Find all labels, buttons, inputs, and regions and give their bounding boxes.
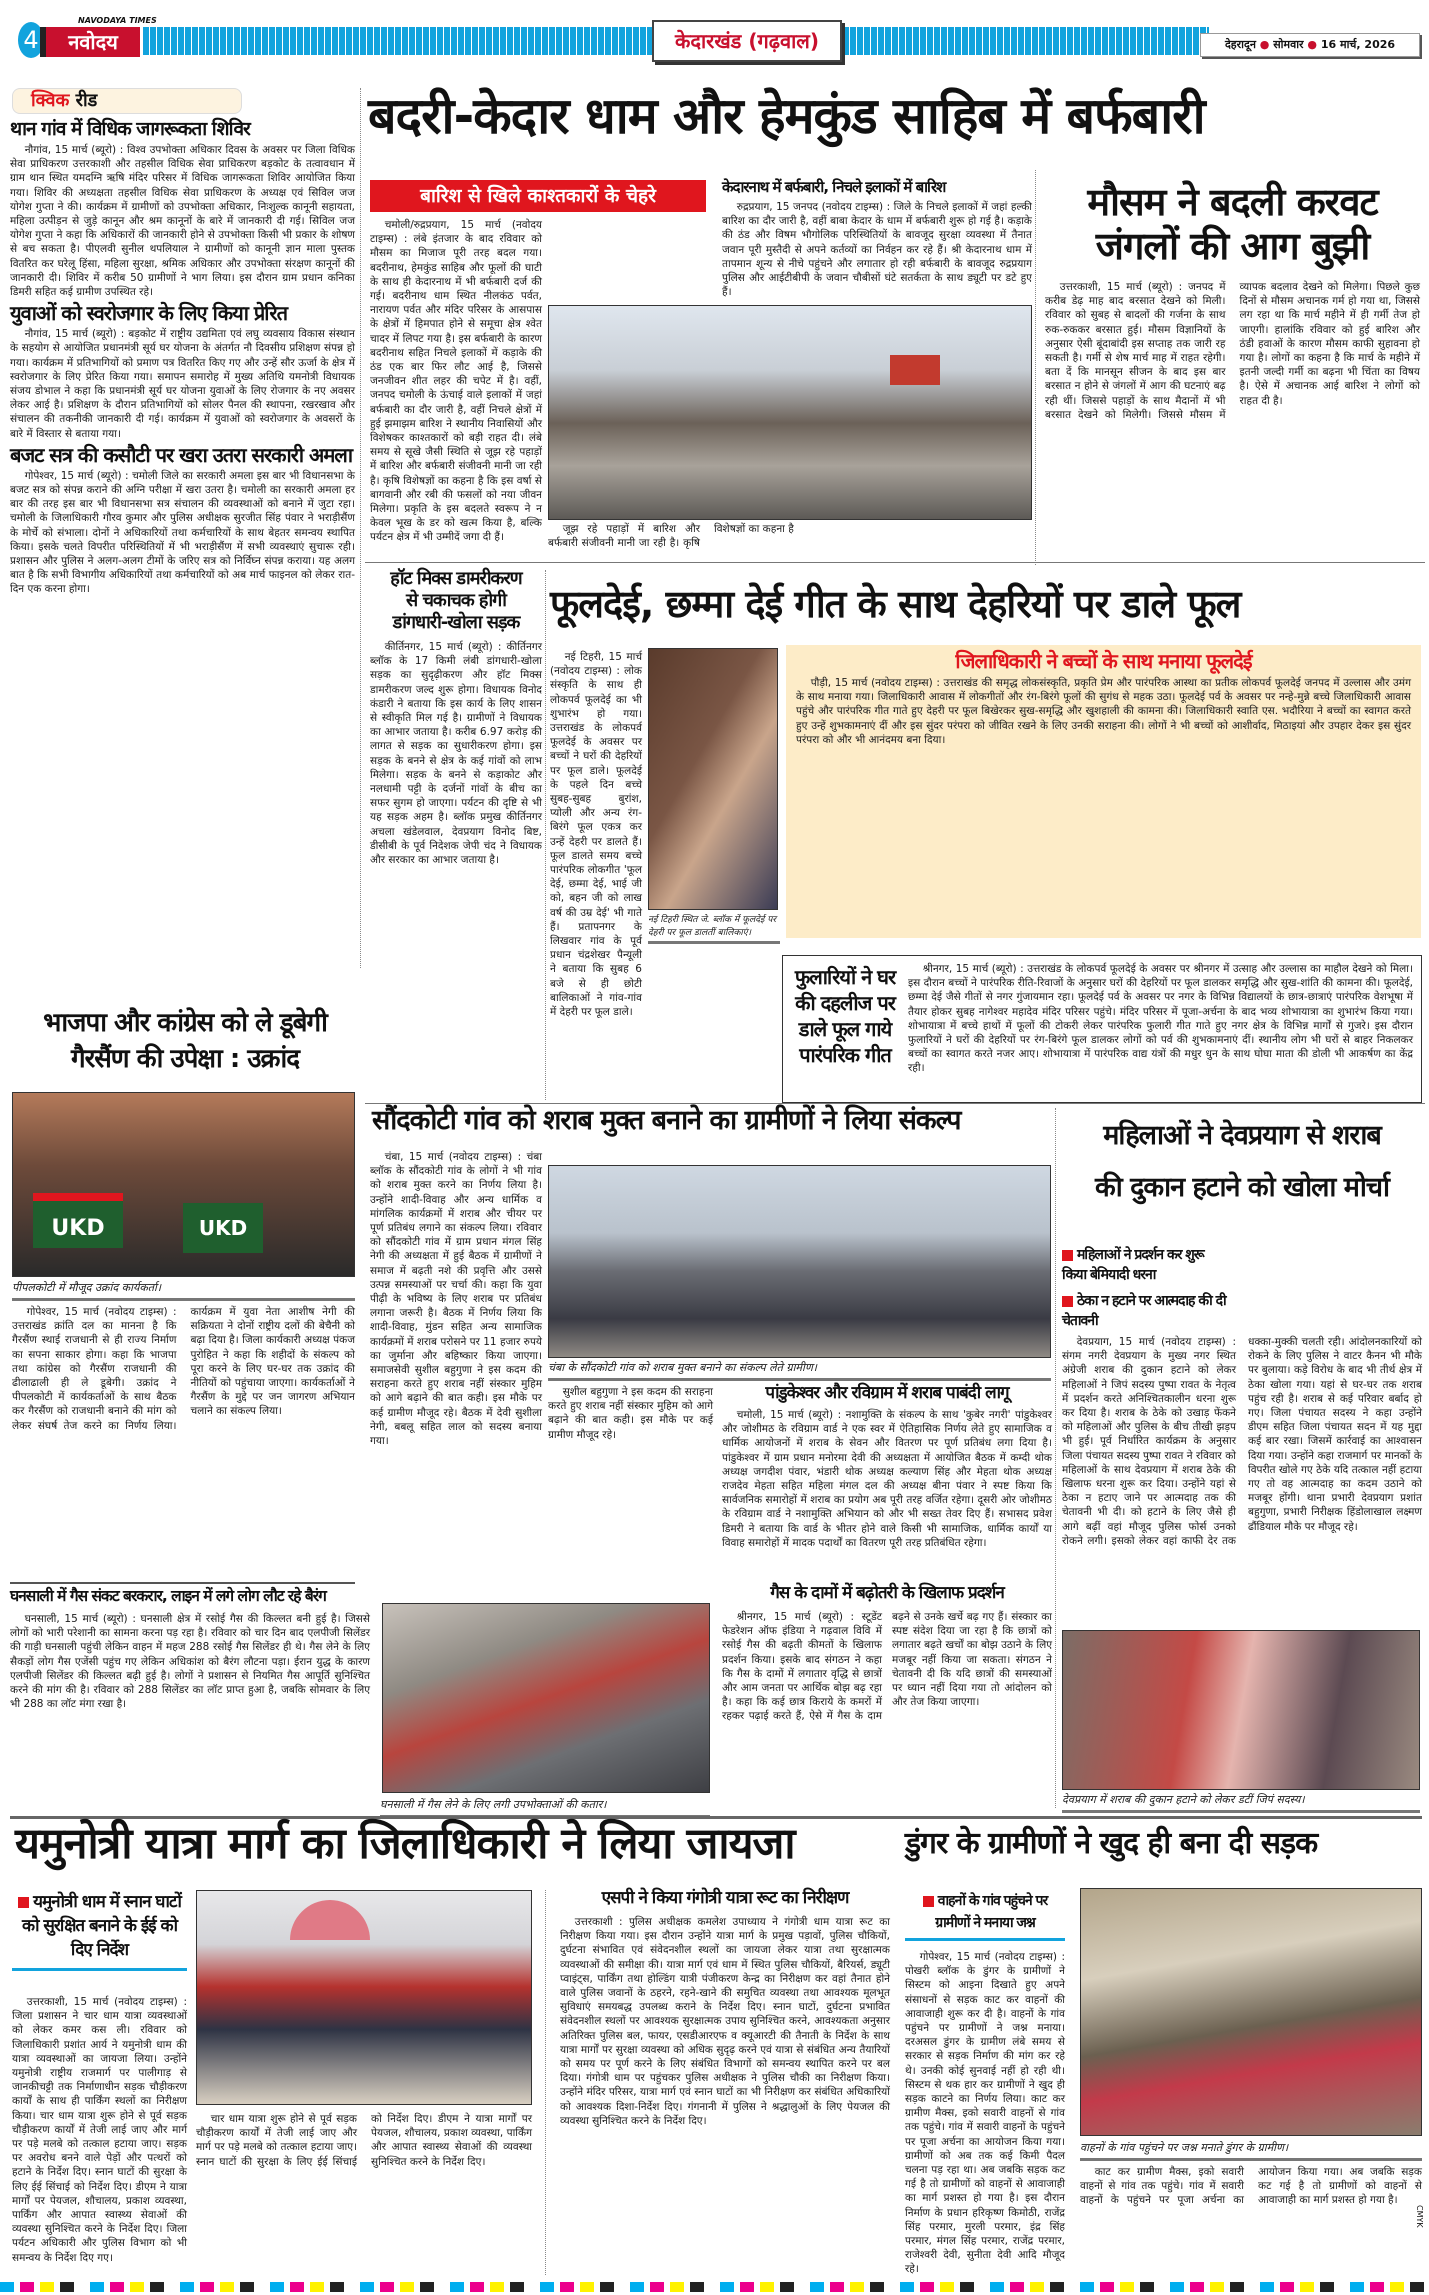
road-title-line: हॉट मिक्स डामरीकरण <box>390 568 522 589</box>
red-roof-building <box>890 355 940 385</box>
ukd-workers-photo <box>12 1092 355 1277</box>
quick-read-red: क्विक <box>31 90 70 111</box>
weather-title-line: जंगलों की आग बुझी <box>1095 224 1370 268</box>
page-number: 4 <box>18 22 44 58</box>
dungar-villagers-photo <box>1080 1888 1422 2136</box>
quick-read-body: गोपेश्वर, 15 मार्च (ब्यूरो) : चमोली जिले का सरकारी अमला इस बार भी विधानसभा के बजट सत्र को संपन्न कराने की अग्नि परीक्षा में खरा उतरा है। चमोली का सरकारी अमला हर बार की तरह इस बार भी विधानसभा सत्र संचालन की व्यवस्थाओं को बनाने में जुटा रहा। चमोली के जिलाधिकारी गौरव कुमार और पुलिस अधीक्षक सुरजीत सिंह पंवार ने भराड़ीसैंण के मोर्चे को संभाला। दोनों ने अधिकारियों तथा कर्मचारियों के साथ बेहतर समन्वय स्थापित किया। इसके चलते विपरीत परिस्थितियों में भी भराड़ीसैंण में सभी व्यवस्थाएं सुचारू रही। प्रशासन और पुलिस ने अलग-अलग टीमों के जरिए सत्र को निर्विघ्न संपन्न कराया। यह अलग बात है कि सभी विभागीय अधिकारियों तथा कर्मचारियों को अब मार्च फाइनल को लेकर रात-दिन एक करना होगा। <box>10 469 355 596</box>
divider <box>10 1582 355 1584</box>
devprayag-bullets <box>1062 1245 1227 1331</box>
devprayag-caption: देवप्रयाग में शराब की दुकान हटाने को लेकर डटीं जिपं सदस्य। <box>1062 1792 1420 1813</box>
ukd-headline-line: भाजपा और कांग्रेस को ले डूबेगी <box>43 1008 327 1038</box>
bullet-point: ठेका न हटाने पर आत्मदाह की दी चेतावनी <box>1062 1293 1226 1329</box>
farmers-body-continued: जूझ रहे पहाड़ों में बारिश और बर्फबारी संजीवनी मानी जा रही है। कृषि विशेषज्ञों का कहना है <box>548 523 794 550</box>
saudkoti-body-continued: सुशील बहुगुणा ने इस कदम की सराहना करते हुए शराब नहीं संस्कार मुहिम को आगे बढ़ाने की बात कही। इस मौके पर कई ग्रामीण मौजूद रहे। <box>548 1386 713 1441</box>
yamunotri-headline: यमुनोत्री यात्रा मार्ग का जिलाधिकारी ने लिया जायजा <box>15 1819 795 1869</box>
quick-read-title: युवाओं को स्वरोजगार के लिए किया प्रेरित <box>10 301 287 326</box>
divider <box>360 88 361 968</box>
quick-read-title: थान गांव में विधिक जागरूकता शिविर <box>10 118 250 140</box>
devprayag-headline-line: की दुकान हटाने को खोला मोर्चा <box>1094 1172 1390 1203</box>
devprayag-headline-line: महिलाओं ने देवप्रयाग से शराब <box>1103 1120 1381 1151</box>
dateline: देहरादून ● सोमवार ● 16 मार्च, 2026 <box>1200 33 1420 57</box>
divider <box>1055 1108 1056 1808</box>
dateline-city: देहरादून <box>1224 38 1256 51</box>
paper-name-en: NAVODAYA TIMES <box>78 16 157 25</box>
saudkoti-headline: सौंदकोटी गांव को शराब मुक्त बनाने का ग्रामीणों ने लिया संकल्प <box>372 1105 961 1136</box>
gas-price-title: गैस के दामों में बढ़ोतरी के खिलाफ प्रदर्शन <box>770 1583 1004 1603</box>
devprayag-body: देवप्रयाग, 15 मार्च (नवोदय टाइम्स) : संगम नगरी देवप्रयाग के मुख्य नगर स्थित अंग्रेजी शराब की दुकान हटाने को लेकर महिलाओं ने जिपं सदस्य पुष्पा रावत के नेतृत्व में प्रदर्शन करते अनिश्चितकालीन धरना शुरू कर दिया है। शराब के ठेके को उखाड़ फेंकने को महिलाओं और पुलिस के बीच तीखी झड़प भी हुई। पूर्व निर्धारित कार्यक्रम के अनुसार जिला पंचायत सदस्य पुष्पा रावत ने रविवार को महिलाओं के साथ देवप्रयाग में शराब ठेके की खिलाफ धरना शुरू कर दिया। उन्होंने यहां से ठेका न हटाए जाने पर आत्मदाह तक की चेतावनी भी दी। को हटाने के लिए जैसे ही आगे बढ़ीं वहां मौजूद पुलिस फोर्स उनको रोकने लगी। इसको लेकर वहां काफी देर तक धक्का-मुक्की चलती रही। आंदोलनकारियों को रोकने के लिए पुलिस ने वाटर कैनन भी मौके पर बुलाया। कड़े विरोध के बाद भी तीर्थ क्षेत्र में ठेका खोला गया। यहां से घर-घर तक शराब पहुंच रही है। शराब से कई परिवार बर्बाद हो गए। जिला पंचायत सदस्य ने कहा उन्होंने डीएम सहित जिला पंचायत सदन में यह मुद्दा कई बार रखा। जिसमें कार्रवाई का आश्वासन दिया गया। उन्होंने कहा राजमार्ग पर मानकों के विपरीत खोले गए ठेके यदि तत्काल नहीं हटाया गए तो वह आत्मदाह का कदम उठाने को मजबूर होंगी। थाना प्रभारी देवप्रयाग प्रशांत बहुगुणा, प्रभारी निरीक्षक हिंडोलाखाल लक्ष्मण ढौंडियाल मौके पर मौजूद रहे। <box>1062 1336 1422 1547</box>
ukd-banner: UKD <box>183 1203 263 1253</box>
divider <box>365 562 1425 563</box>
divider <box>545 570 546 1100</box>
dungar-body: गोपेश्वर, 15 मार्च (नवोदय टाइम्स) : पोखरी ब्लॉक के डुंगर के ग्रामीणों ने सिस्टम को आइना दिखाते हुए अपने संसाधनों से सड़क काट कर वाहनों की आवाजाही शुरू कर दी है। वाहनों के गांव पहुंचने पर ग्रामीणों ने जश्न मनाया। दरअसल डुंगर के ग्रामीण लंबे समय से सरकार से सड़क निर्माण की मांग कर रहे थे। उनकी कोई सुनवाई नहीं हो रही थी। सिस्टम से थक हार कर ग्रामीणों ने खुद ही सड़क काटने का निर्णय लिया। काट कर ग्रामीण मैक्स, इको सवारी वाहनों से गांव तक पहुंचे। गांव में सवारी वाहनों के पहुंचने पर पूजा अर्चना का आयोजन किया गया। ग्रामीणों को अब तक कई किमी पैदल चलना पड़ रहा था। अब जबकि सड़क कट गई है तो ग्रामीणों को वाहनों से आवाजाही का मार्ग प्रशस्त हो गया है। इस दौरान निर्माण के प्रधान हरिकृष्ण किमोठी, राजेंद्र सिंह परमार, मुरली परमार, इंद्र सिंह परमार, मंगल सिंह परमार, राजेंद्र परमार, राजेश्वरी देवी, सुनीता देवी आदि मौजूद रहे। <box>905 1951 1065 2276</box>
srinagar-title: फुलारियों ने घर की दहलीज पर डाले फूल गाये पारंपरिक गीत <box>794 965 896 1067</box>
saudkoti-body: चंबा, 15 मार्च (नवोदय टाइम्स) : चंबा ब्लॉक के सौंदकोटी गांव के लोगों ने भी गांव को शराब मुक्त करने का निर्णय लिया है। उन्होंने शादी-विवाह और अन्य धार्मिक व मांगलिक कार्यक्रमों में शराब और चीयर पर पूर्ण प्रतिबंध लगाने का संकल्प लिया। रविवार को सौंदकोटी गांव में ग्राम प्रधान मंगल सिंह नेगी की अध्यक्षता में हुई बैठक में ग्रामीणों ने समाज में बढ़ती नशे की प्रवृत्ति और उससे उत्पन्न समस्याओं पर चर्चा की। कहा कि युवा पीढ़ी के भविष्य के लिए शराब पर प्रतिबंध लगाना जरूरी है। बैठक में निर्णय लिया कि शादी-विवाह, मुंडन सहित अन्य सामाजिक कार्यक्रमों में शराब परोसने पर 11 हजार रुपये का जुर्माना और बहिष्कार किया जाएगा। समाजसेवी सुशील बहुगुणा ने इस कदम की सराहना करते हुए शराब नहीं संस्कार मुहिम को आगे बढ़ाने की बात कही। इस मौके पर कई ग्रामीण मौजूद रहे। बैठक में देवी सुशीला नेगी, बबलू सहित लाल को सदस्य बनाया गया। <box>370 1151 542 1448</box>
farmers-title: बारिश से खिले काश्तकारों के चेहरे <box>370 180 706 212</box>
kedarnath-body: रुद्रप्रयाग, 15 जनपद (नवोदय टाइम्स) : जिले के निचले इलाकों में जहां हल्की बारिश का दौर जारी है, वहीं बाबा केदार के धाम में बर्फबारी शुरू हो गई है। कड़ाके की ठंड और विषम भौगोलिक परिस्थितियों के बावजूद सुरक्षा व्यवस्था में तैनात जवान पूरी मुस्तैदी से अपने कर्तव्यों का निर्वहन कर रहे हैं। श्री केदारनाथ धाम में तापमान शून्य से नीचे पहुंचने और लगातार हो रही बर्फबारी के बावजूद रुद्रप्रयाग पुलिस और आईटीबीपी के जवान चौबीसों घंटे सतर्कता के साथ ड्यूटी पर डटे हुए हैं। <box>722 201 1032 299</box>
dungar-body-continued: काट कर ग्रामीण मैक्स, इको सवारी वाहनों से गांव तक पहुंचे। गांव में सवारी वाहनों के पहुंचने पर पूजा अर्चना का आयोजन किया गया। अब जबकि सड़क कट गई है तो ग्रामीणों को वाहनों से आवाजाही का मार्ग प्रशस्त हो गया है। <box>1080 2166 1422 2207</box>
ukd-headline <box>10 1005 360 1077</box>
collector-box <box>786 645 1421 938</box>
ghansali-caption: घनसाली में गैस लेने के लिए लगी उपभोक्ताओं की कतार। <box>380 1797 710 1818</box>
ukd-caption: पीपलकोटी में मौजूद उक्रांद कार्यकर्ता। <box>12 1280 355 1301</box>
divider <box>545 1890 546 2275</box>
phooldei-body: नई टिहरी, 15 मार्च (नवोदय टाइम्स) : लोक संस्कृति के साथ ही लोकपर्व फूलदेई का भी शुभारंभ हो गया। उत्तराखंड के लोकपर्व फूलदेई के अवसर पर बच्चों ने घरों की देहरियों पर फूल डाले। फूलदेई के पहले दिन बच्चे सुबह-सुबह बुरांश, प्योली और अन्य रंग-बिरंगे फूल एकत्र कर उन्हें देहरी पर डालते हैं। फूल डालते समय बच्चे पारंपरिक लोकगीत 'फूल देई, छम्मा देई, भाई जी को, बहन जी को लाख वर्ष की उम्र देई' भी गाते हैं। प्रतापनगर के लिखवार गांव के पूर्व प्रधान चंद्रशेखर पैन्यूली ने बताया कि सुबह 6 बजे से ही छोटी बालिकाओं ने गांव-गांव में देहरी पर फूल डाले। <box>550 651 642 1019</box>
devprayag-headline <box>1062 1110 1422 1214</box>
ukd-banner: UKD <box>33 1193 123 1248</box>
sp-title: एसपी ने किया गंगोत्री यात्रा रूट का निरीक्षण <box>601 1888 849 1908</box>
sp-body: उत्तरकाशी : पुलिस अधीक्षक कमलेश उपाध्याय ने गंगोत्री धाम यात्रा रूट का निरीक्षण किया गया। इस दौरान उन्होंने यात्रा मार्ग के प्रमुख पड़ावों, पुलिस चौकियों, दुर्घटना संभावित एवं संवेदनशील स्थलों का जायजा लेकर यात्रा तथा सुरक्षात्मक व्यवस्थाओं की समीक्षा की। यात्रा मार्ग एवं धाम में स्थित पुलिस चौकियों, बैरियर्स, ड्यूटी प्वाइंट्स, पार्किंग तथा होल्डिंग यात्री पंजीकरण केन्द्र का निरीक्षण कर वहां तैनात होने वाले पुलिस जवानों के ठहरने, रहने-खाने की समुचित व्यवस्था तथा आवश्यक मूलभूत सुविधाएं समयबद्ध उपलब्ध कराने के निर्देश दिए। स्नान घाटों, दुर्घटना प्रभावित संवेदनशील स्थलों पर आवश्यक सुरक्षात्मक उपाय सुनिश्चित करने, आवश्यकता अनुसार अतिरिक्त पुलिस बल, फायर, एसडीआरएफ व क्यूआरटी की तैनाती के निर्देश के साथ यात्रा मार्गों पर सुरक्षा व्यवस्था को अधिक सुदृढ़ करने एवं यात्रा से संबंधित अन्य तैयारियों को समय पर पूर्ण करने के लिए संबंधित विभागों को समन्वय स्थापित करने पर बल दिया। गंगोत्री धाम पर पहुंचकर पुलिस अधीक्षक ने पुलिस चौकी का निरीक्षण किया। उन्होंने मंदिर परिसर, यात्रा मार्ग एवं स्नान घाटों का भी निरीक्षण कर संबंधित अधिकारियों को आवश्यक दिशा-निर्देश दिए। गंगनानी में पुलिस ने श्रद्धालुओं के लिए पेयजल की व्यवस्था सुनिश्चित करने के निर्देश दिए। <box>560 1916 890 2127</box>
quick-read-body: नौगांव, 15 मार्च (ब्यूरो) : बड़कोट में राष्ट्रीय उद्यमिता एवं लघु व्यवसाय विकास संस्थान के सहयोग से आयोजित प्रधानमंत्री सूर्य घर योजना के अंतर्गत नौ दिवसीय प्रशिक्षण संपन्न हो गया। कार्यक्रम में प्रतिभागियों को प्रमाण पत्र वितरित किए गए और उन्हें सौर ऊर्जा के क्षेत्र में स्वरोजगार के लिए प्रेरित किया गया। समापन समारोह में मुख्य अतिथि यमनोत्री विधायक संजय डोभाल ने कहा कि प्रधानमंत्री सूर्य घर योजना युवाओं के लिए रोजगार के नए अवसर लेकर आई है। प्रशिक्षण के दौरान प्रतिभागियों को सोलर पैनल की स्थापना, रखरखाव और संचालन की तकनीकी जानकारी दी गई। कार्यक्रम में युवाओं को स्वरोजगार के अवसरों के बारे में विस्तार से बताया गया। <box>10 328 355 440</box>
gas-price-body: श्रीनगर, 15 मार्च (ब्यूरो) : स्टूडेंट फेडरेशन ऑफ इंडिया ने गढ़वाल विवि में रसोई गैस की बढ़ती कीमतों के खिलाफ प्रदर्शन किया। इसके बाद संगठन ने कहा कि गैस के दामों में लगातार वृद्धि से छात्रों और आम जनता पर आर्थिक बोझ बढ़ रहा है। कहा कि कई छात्र किराये के कमरों में रहकर पढ़ाई करते हैं, ऐसे में गैस के दाम बढ़ने से उनके खर्चे बढ़ गए हैं। संस्कार का स्पष्ट संदेश दिया जा रहा है कि छात्रों को लगातार बढ़ते खर्चों का बोझ उठाने के लिए मजबूर नहीं किया जा सकता। संगठन ने चेतावनी दी कि यदि छात्रों की समस्याओं पर ध्यान नहीं दिया गया तो आंदोलन को और तेज किया जाएगा। <box>722 1611 1052 1723</box>
divider <box>365 1103 1425 1104</box>
quick-read-label <box>12 88 242 114</box>
cmyk-mark: CMYK <box>1415 2205 1424 2228</box>
ukd-headline-line: गैरसैंण की उपेक्षा : उक्रांद <box>70 1044 300 1074</box>
collector-title: जिलाधिकारी ने बच्चों के साथ मनाया फूलदेई <box>955 649 1252 673</box>
ghansali-title: घनसाली में गैस संकट बरकरार, लाइन में लगे लोग लौट रहे बैरंग <box>10 1587 326 1605</box>
weather-title <box>1045 180 1420 268</box>
phooldei-caption: नई टिहरी स्थित जे. ब्लॉक में फूलदेई पर देहरी पर फूल डालतीं बालिकाएं। <box>648 912 780 944</box>
ghansali-gas-queue-photo <box>382 1603 710 1793</box>
road-title-line: डांगधारी-खोला सड़क <box>392 612 520 633</box>
road-title <box>370 568 542 634</box>
dateline-date: 16 मार्च, 2026 <box>1320 38 1396 51</box>
quick-read-title: बजट सत्र की कसौटी पर खरा उतरा सरकारी अमला <box>10 442 353 467</box>
kedarnath-snow-photo <box>548 305 1032 520</box>
devprayag-protest-photo <box>1062 1630 1420 1790</box>
divider <box>1035 170 1036 565</box>
dungar-caption: वाहनों के गांव पहुंचने पर जश्न मनाते डुंगर के ग्रामीण। <box>1080 2140 1422 2161</box>
ukd-body: गोपेश्वर, 15 मार्च (नवोदय टाइम्स) : उत्तराखंड क्रांति दल का मानना है कि गैरसैंण स्थाई राजधानी से ही राज्य निर्माण का सपना साकार होगा। कहा कि भाजपा तथा कांग्रेस को गैरसैंण राजधानी की ढीलाढाली ही ले डूबेगी। उक्रांद ने पीपलकोटी में कार्यकर्ताओं के साथ बैठक कर गैरसैंण को राजधानी बनाने की मांग को लेकर संघर्ष तेज करने का निर्णय लिया। कार्यक्रम में युवा नेता आशीष नेगी की सक्रियता ने दोनों राष्ट्रीय दलों की बेचैनी को बढ़ा दिया है। जिला कार्यकारी अध्यक्ष पंकज पुरोहित ने कहा कि शहीदों के संकल्प को पूरा करने के लिए घर-घर तक उक्रांद की नीतियों को पहुंचाया जाएगा। कार्यकर्ताओं ने गैरसैंण के मुद्दे पर जन जागरण अभियान चलाने का संकल्प लिया। <box>12 1306 355 1432</box>
quick-read-black: रीड <box>75 90 98 111</box>
dungar-bullet: वाहनों के गांव पहुंचने पर ग्रामीणों ने मनाया जश्न <box>905 1890 1065 1941</box>
pandukeshwar-body: चमोली, 15 मार्च (ब्यूरो) : नशामुक्ति के संकल्प के साथ 'कुबेर नगरी' पांडुकेश्वर और जोशीमठ के रविग्राम वार्ड ने एक स्वर में ऐतिहासिक निर्णय लेते हुए सामाजिक व धार्मिक आयोजनों में शराब के सेवन और वितरण पर पूर्ण प्रतिबंध लगा दिया है। पांडुकेश्वर में ग्राम प्रधान मनोरमा देवी की अध्यक्षता में आयोजित बैठक में कम्दी थोक अध्यक्ष जगदीश पंवार, भंडारी थोक अध्यक्ष कल्याण सिंह और मेहता थोक अध्यक्ष राजदेव मेहता सहित महिला मंगल दल की अध्यक्ष बीना पंवार ने स्पष्ट किया कि सार्वजनिक समारोहों में शराब का प्रयोग अब पूरी तरह वर्जित रहेगा। दूसरी ओर जोशीमठ के रविग्राम वार्ड ने नशामुक्ति अभियान को और भी सख्त तेवर दिए हैं। सभासद प्रवेश डिमरी ने बताया कि वार्ड के भीतर होने वाले किसी भी सामाजिक, धार्मिक कार्यों या विवाह समारोहों में मादक पदार्थों का वितरण पूरी तरह प्रतिबंधित रहेगा। <box>722 1409 1052 1549</box>
farmers-body: चमोली/रुद्रप्रयाग, 15 मार्च (नवोदय टाइम्स) : लंबे इंतजार के बाद रविवार को मौसम का मिजाज पूरी तरह बदल गया। बदरीनाथ, हेमकुंड साहिब और फूलों की घाटी के साथ ही केदारनाथ में भी बर्फबारी दर्ज की गई। बदरीनाथ धाम स्थित नीलकंठ पर्वत, नारायण पर्वत और मंदिर परिसर के आसपास के क्षेत्रों में हिमपात होने से समूचा क्षेत्र श्वेत चादर में लिपट गया है। इस बर्फबारी के कारण बदरीनाथ सहित निचले इलाकों में कड़ाके की ठंड एक बार फिर लौट आई है, जिससे जनजीवन शीत लहर की चपेट में है। वहीं, जनपद चमोली के ऊंचाई वाले इलाकों में जहां बर्फबारी का दौर जारी है, वहीं निचले क्षेत्रों में हुई झमाझम बारिश ने स्थानीय निवासियों और विशेषकर काश्तकारों को बड़ी राहत दी। लंबे समय से सूखे जैसी स्थिति से जूझ रहे पहाड़ों में बारिश और बर्फबारी संजीवनी मानी जा रही है। कृषि विशेषज्ञों का कहना है कि इस वर्षा से बागवानी और रबी की फसलों को नया जीवन मिलेगा। प्रकृति के इस बदलते स्वरूप ने न केवल भूख के डर को खत्म किया है, बल्कि पर्यटन क्षेत्र में भी उम्मीदें जगा दी हैं। <box>370 219 542 544</box>
quick-read-body: नौगांव, 15 मार्च (ब्यूरो) : विश्व उपभोक्ता अधिकार दिवस के अवसर पर जिला विधिक सेवा प्राधिकरण उत्तरकाशी और तहसील विधिक सेवा प्राधिकरण बड़कोट के तत्वावधान में ग्राम थान स्थित यमदग्नि ऋषि मंदिर परिसर में विधिक जागरूकता शिविर आयोजित किया गया। शिविर की अध्यक्षता तहसील विधिक सेवा प्राधिकरण के अध्यक्ष एवं सिविल जज योगेश गुप्ता ने की। कार्यक्रम में ग्रामीणों को उपभोक्ता अधिकार, निःशुल्क कानूनी सहायता, महिला उत्पीड़न से जुड़े कानून और श्रम कानूनों के बारे में जानकारी दी गई। सिविल जज योगेश गुप्ता ने कहा कि अधिकारों की जानकारी होने से उपभोक्ता किसी भी प्रकार के शोषण से बच सकता है। पीएलवी सुनील थपलियाल ने ग्रामीणों को कानूनी ज्ञान माला पुस्तक वितरित कर घरेलू हिंसा, महिला सुरक्षा, श्रमिक अधिकार और उपभोक्ता संरक्षण कानूनों की जानकारी दी। शिविर में करीब 50 ग्रामीणों ने भाग लिया। इस दौरान ग्राम प्रधान कनिका डिमरी सहित कई ग्रामीण उपस्थित रहे। <box>10 143 355 298</box>
masthead <box>0 0 1429 84</box>
phooldei-headline: फूलदेई, छम्मा देई गीत के साथ देहरियों पर डाले फूल <box>550 582 1241 626</box>
kedarnath-title: केदारनाथ में बर्फबारी, निचले इलाकों में बारिश <box>722 178 946 196</box>
srinagar-body: श्रीनगर, 15 मार्च (ब्यूरो) : उत्तराखंड के लोकपर्व फूलदेई के अवसर पर श्रीनगर में उत्साह और उल्लास का माहौल देखने को मिला। इस दौरान बच्चों ने पारंपरिक रीति-रिवाजों के अनुसार घरों की देहरियों पर फूल डालकर समृद्धि और सुख-शांति की कामना की। फूलदेई, छम्मा देई जैसे गीतों से नगर गुंजायमान रहा। फूलदेई पर्व के अवसर पर नगर के विभिन्न विद्यालयों के छात्र-छात्राएं पारंपरिक वेशभूषा में तैयार होकर सुबह नागेश्वर महादेव मंदिर परिसर पहुंचे। मंदिर परिसर में पूजा-अर्चना के बाद भव्य शोभायात्रा का शुभारंभ किया गया। शोभायात्रा में बच्चे हाथों में फूलों की टोकरी लेकर पारंपरिक फुलारी गीत गाते हुए नगर क्षेत्र के विभिन्न मार्गों से गुजरे। इस दौरान फुलारियों ने घरों की देहरियों पर रंग-बिरंगे फूल डालकर लोगों को पर्व की शुभकामनाएं दीं। स्थानीय लोग भी घरों से बाहर निकलकर बच्चों का स्वागत करते नजर आए। शोभायात्रा में पारंपरिक वाद्य यंत्रों की मधुर धुन के साथ घोघा माता की डोली भी आकर्षण का केंद्र रही। <box>908 963 1413 1075</box>
yamunotri-body-continued: चार धाम यात्रा शुरू होने से पूर्व सड़क चौड़ीकरण कार्यों में तेजी लाई जाए और मार्ग पर पड़े मलबे को तत्काल हटाया जाए। स्नान घाटों की सुरक्षा के लिए ईई सिंचाई को निर्देश दिए। डीएम ने यात्रा मार्गों पर पेयजल, शौचालय, प्रकाश व्यवस्था, पार्किंग और आपात स्वास्थ्य सेवाओं की व्यवस्था सुनिश्चित करने के निर्देश दिए। <box>196 2113 532 2168</box>
srinagar-box <box>782 955 1422 1103</box>
phooldei-girls-photo <box>648 648 778 910</box>
pandukeshwar-title: पांडुकेश्वर और रविग्राम में शराब पाबंदी लागू <box>765 1383 1009 1403</box>
weather-body: उत्तरकाशी, 15 मार्च (ब्यूरो) : जनपद में करीब डेढ़ माह बाद बरसात देखने को मिली। रविवार को सुबह से बादलों की गर्जना के साथ रुक-रुककर बरसात हुई। मौसम विज्ञानियों के अनुसार ऐसी बूंदाबांदी इस सप्ताह तक जारी रह सकती है। गर्मी से शेष मार्च माह में राहत रहेगी। बता दें कि मानसून सीजन के बाद इस बार बरसात न होने से जंगलों में आग की घटनाएं बढ़ रही थीं। जिससे पहाड़ों के साथ मैदानों में भी बरसात देखने को मिलेगी। जिससे मौसम में व्यापक बदलाव देखने को मिलेगा। पिछले कुछ दिनों से मौसम अचानक गर्म हो गया था, जिससे लग रहा था कि मार्च महीने में ही गर्मी तेज हो जाएगी। हालांकि रविवार को हुई बारिश और ठंडी हवाओं के कारण मौसम काफी सुहावना हो गया है। लोगों का कहना है कि मार्च के महीने में इतनी जल्दी गर्मी का बढ़ना भी चिंता का विषय है। ऐसे में अचानक आई बारिश ने लोगों को राहत दी है। <box>1045 281 1420 421</box>
yamunotri-body: उत्तरकाशी, 15 मार्च (नवोदय टाइम्स) : जिला प्रशासन ने चार धाम यात्रा व्यवस्थाओं को लेकर कमर कस ली। रविवार को जिलाधिकारी प्रशांत आर्य ने यमुनोत्री धाम की यात्रा व्यवस्थाओं का जायजा लिया। उन्होंने यमुनोत्री राष्ट्रीय राजमार्ग पर पालीगाड़ से जानकीचट्टी तक निर्माणाधीन सड़क चौड़ीकरण कार्यों के साथ ही पार्किंग स्थलों का निरीक्षण किया। चार धाम यात्रा शुरू होने से पूर्व सड़क चौड़ीकरण कार्यों में तेजी लाई जाए और मार्ग पर पड़े मलबे को तत्काल हटाया जाए। सड़क पर अवरोध बनने वाले पेड़ों और पत्थरों को हटाने के निर्देश दिए। स्नान घाटों की सुरक्षा के लिए ईई सिंचाई को निर्देश दिए। डीएम ने यात्रा मार्गों पर पेयजल, शौचालय, प्रकाश व्यवस्था, पार्किंग और आपात स्वास्थ्य सेवाओं की व्यवस्था सुनिश्चित करने के निर्देश दिए। जिला पर्यटन अधिकारी और पुलिस विभाग को भी समन्वय के निर्देश दिए गए। <box>12 1996 187 2264</box>
lead-headline: बदरी-केदार धाम और हेमकुंड साहिब में बर्फबारी <box>368 87 1205 145</box>
logo: नवोदय टाइम्स <box>40 27 140 57</box>
dateline-day: सोमवार <box>1273 38 1304 51</box>
ghansali-body: घनसाली, 15 मार्च (ब्यूरो) : घनसाली क्षेत्र में रसोई गैस की किल्लत बनी हुई है। जिससे लोगों को भारी परेशानी का सामना करना पड़ रहा है। रविवार को चार दिन बाद एलपीजी सिलेंडर की गाड़ी घनसाली पहुंची लेकिन वाहन में महज 288 रसोई गैस सिलेंडर ही थे। गैस लेने के लिए सैकड़ों लोग गैस एजेंसी पहुंच गए लेकिन अधिकांश को बैरंग लौटना पड़ा। ईरान युद्ध के कारण एलपीजी सिलेंडर की किल्लत बढ़ी हुई है। लोगों ने प्रशासन से नियमित गैस आपूर्ति सुनिश्चित करने की मांग की है। रविवार को 288 सिलेंडर का लॉट प्राप्त हुआ है, जबकि सोमवार के लिए भी 288 का लॉट मंगा रखा है। <box>10 1613 370 1711</box>
quick-read-column <box>10 120 355 965</box>
road-body: कीर्तिनगर, 15 मार्च (ब्यूरो) : कीर्तिनगर ब्लॉक के 17 किमी लंबी डांगधारी-खोला सड़क का सुदृढ़ीकरण और हॉट मिक्स डामरीकरण जल्द शुरू होगा। विधायक विनोद कंडारी ने बताया कि इस कार्य के लिए शासन से स्वीकृति मिल गई है। ग्रामीणों ने विधायक का आभार जताया है। करीब 6.97 करोड़ की लागत से सड़क का सुधारीकरण होगा। इस सड़क के बनने से क्षेत्र के कई गांवों को लाभ मिलेगा। सड़क के बनने से कड़ाकोट और नलधामी पट्टी के दर्जनों गांवों के बीच का सफर सुगम हो जाएगा। पर्यटन की दृष्टि से भी यह सड़क अहम है। ब्लॉक प्रमुख कीर्तिनगर अचला खंडेलवाल, देवप्रयाग विनोद बिष्ट, डीसीबी के पूर्व निदेशक जेपी चंद ने विधायक और सरकार का आभार जताया है। <box>370 641 542 867</box>
weather-title-line: मौसम ने बदली करवट <box>1087 180 1378 224</box>
yamunotri-bullet: यमुनोत्री धाम में स्नान घाटों को सुरक्षित बनाने के ईई को दिए निर्देश <box>12 1890 187 1971</box>
section-tab: केदारखंड (गढ़वाल) <box>652 20 842 62</box>
dungar-headline: डुंगर के ग्रामीणों ने खुद ही बना दी सड़क <box>905 1826 1318 1861</box>
saudkoti-caption: चंबा के सौंदकोटी गांव को शराब मुक्त बनाने का संकल्प लेते ग्रामीण। <box>548 1360 1051 1381</box>
bullet-point: महिलाओं ने प्रदर्शन कर शुरू किया बेमियादी धरना <box>1062 1245 1227 1285</box>
print-color-bar <box>0 2282 1429 2292</box>
saudkoti-villagers-photo <box>548 1165 1051 1358</box>
road-title-line: से चकाचक होगी <box>406 590 506 611</box>
collector-body: पौड़ी, 15 मार्च (नवोदय टाइम्स) : उत्तराखंड की समृद्ध लोकसंस्कृति, प्रकृति प्रेम और पारंपरिक आस्था का प्रतीक लोकपर्व फूलदेई जनपद में उल्लास और उमंग के साथ मनाया गया। जिलाधिकारी आवास में लोकगीतों और रंग-बिरंगे फूलों की सुगंध से महक उठा। फूलदेई पर्व के अवसर पर नन्हे-मुन्ने बच्चे जिलाधिकारी आवास पहुंचे और पारंपरिक गीत गाते हुए देहरी पर फूल बिखेरकर सुख-समृद्धि और खुशहाली की कामना की। जिलाधिकारी स्वाति एस. भदौरिया ने बच्चों का स्वागत करते हुए उन्हें शुभकामनाएं दीं और इस सुंदर परंपरा को जीवित रखने के लिए उनकी सराहना की। लोगों ने भी बच्चों को आशीर्वाद, मिठाइयां और उपहार देकर इस सुंदर परंपरा को और भी आनंदमय बना दिया। <box>796 677 1411 746</box>
